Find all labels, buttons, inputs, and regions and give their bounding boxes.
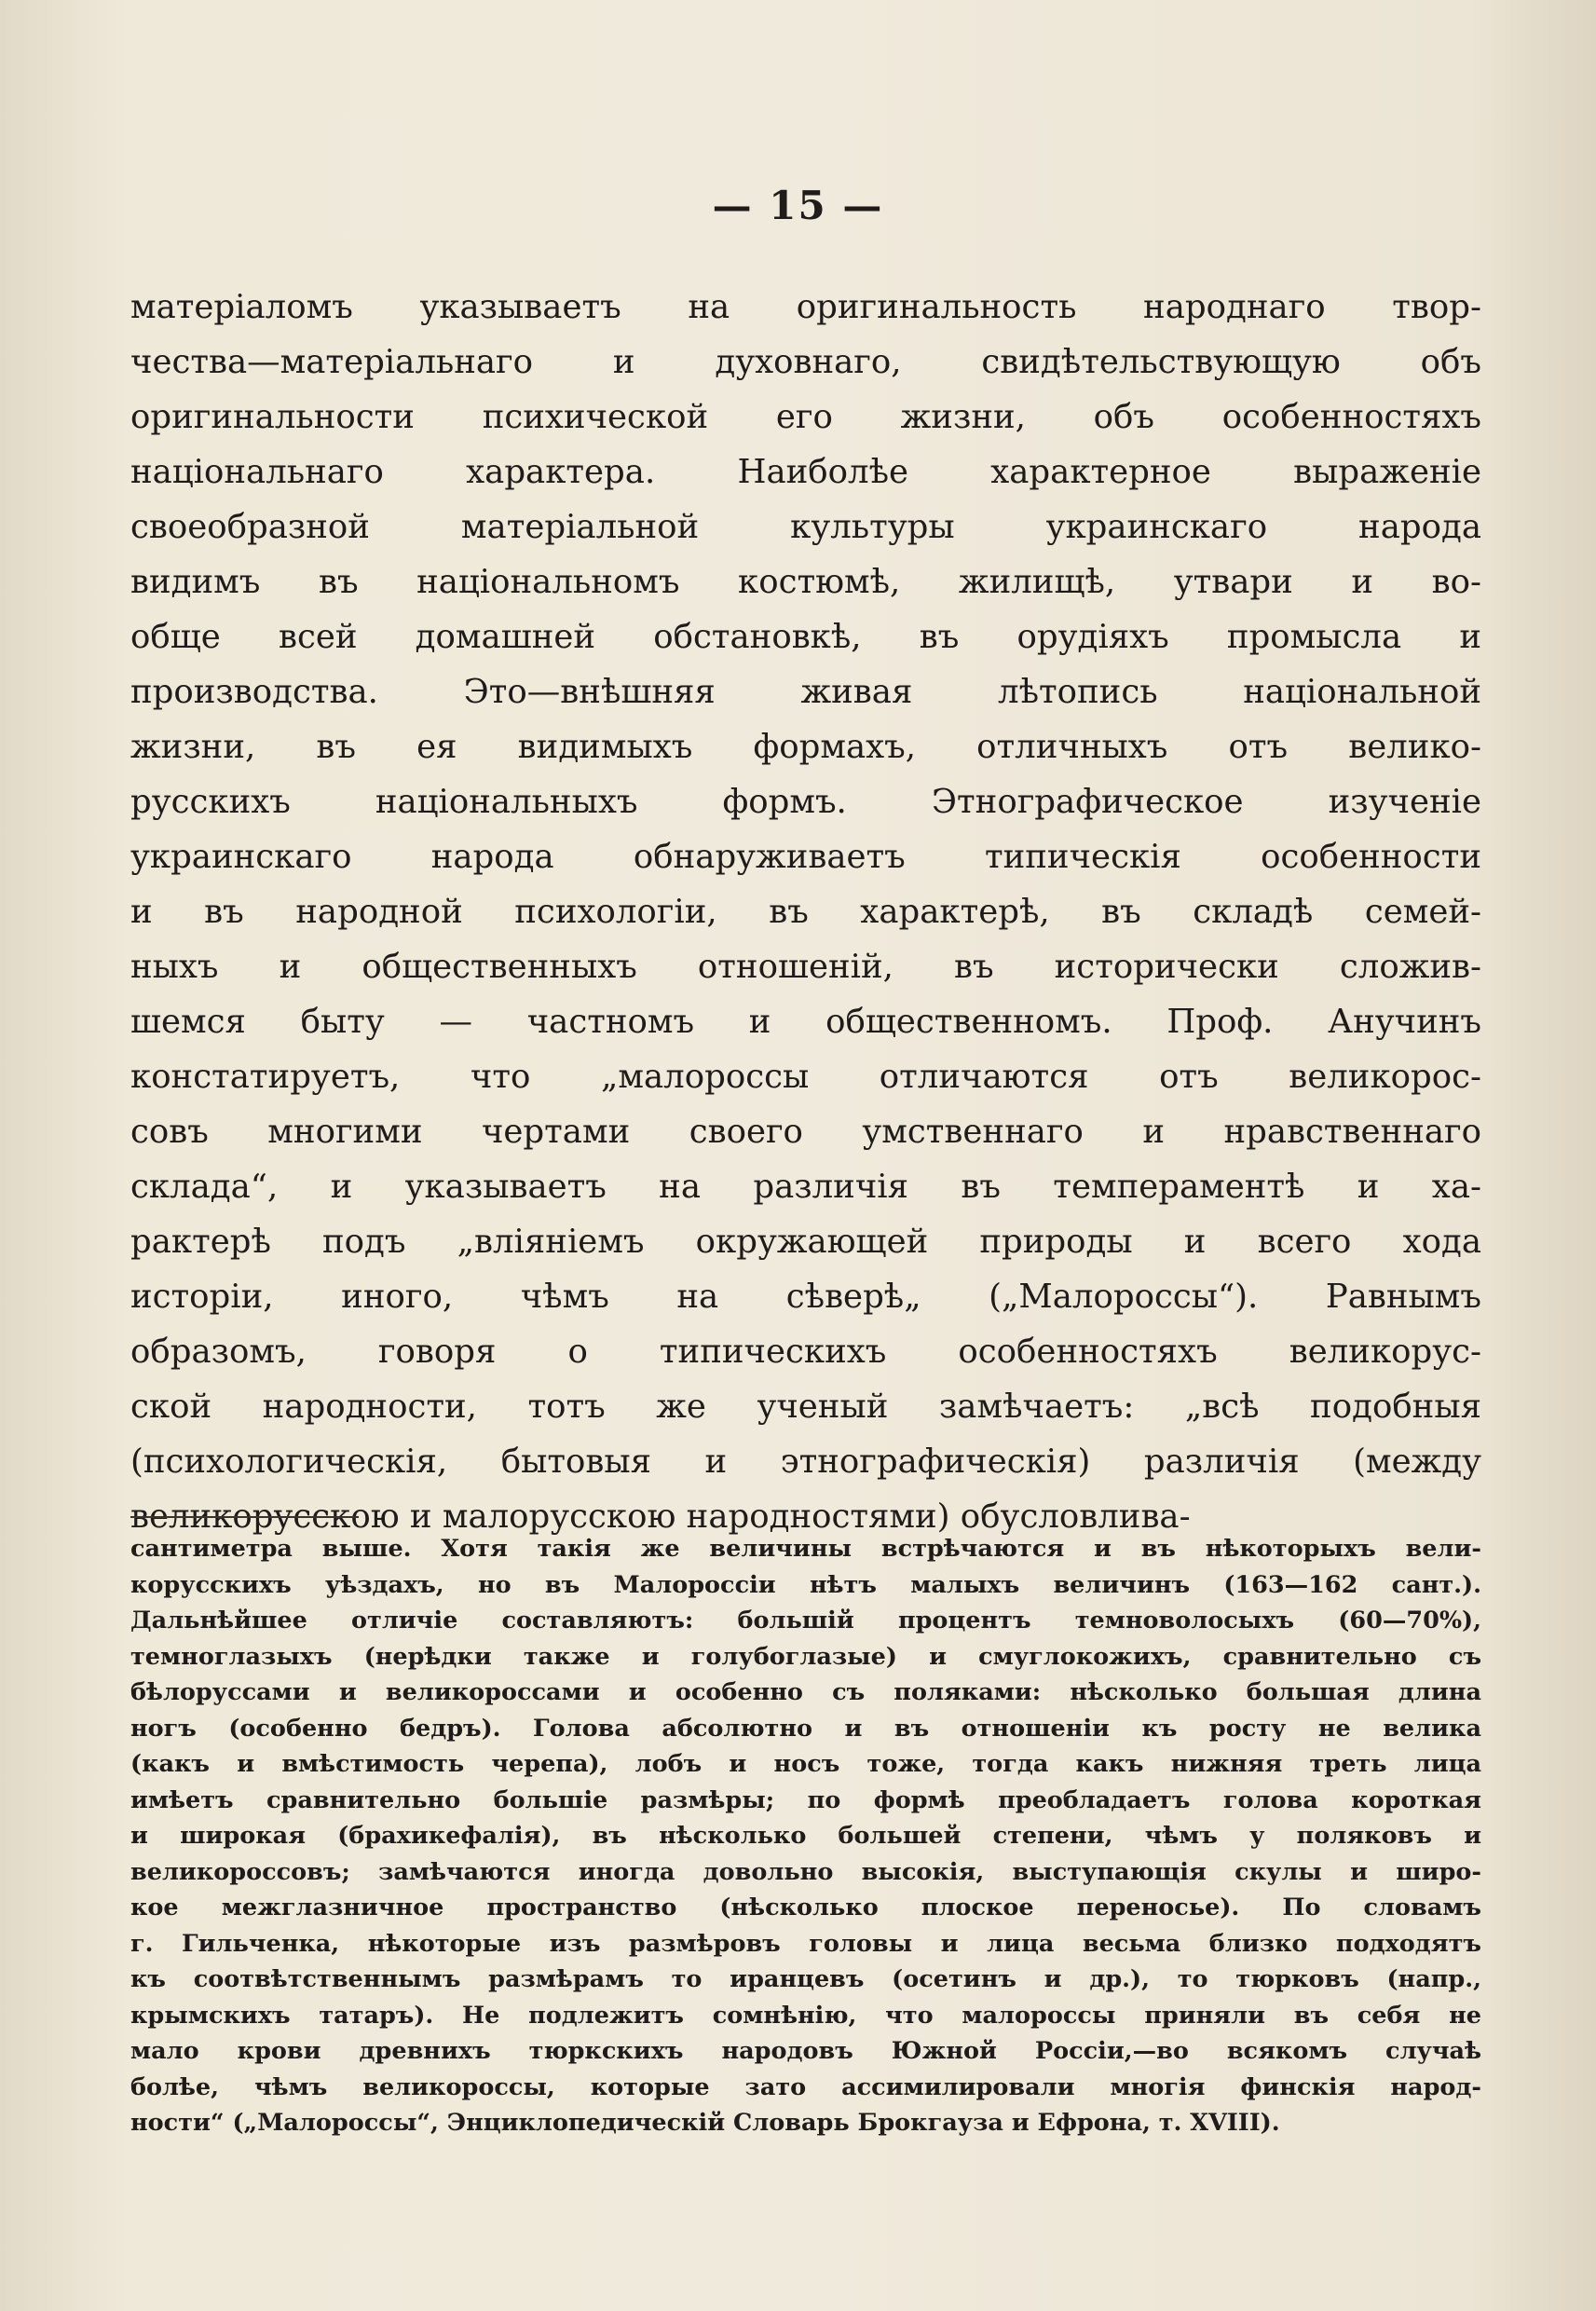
footnote-line: болѣе, чѣмъ великороссы, которые зато ассимилировали многія финскія народ- [130,2072,1481,2101]
footnote-line: ности“ („Малороссы“, Энциклопедическій Словарь Брокгауза и Ефрона, т. XVIII). [130,2109,1280,2137]
text-line: матеріаломъ указываетъ на оригинальность народнаго твор- [130,288,1481,326]
text-line: жизни, въ ея видимыхъ формахъ, отличныхъ отъ велико- [130,728,1481,766]
text-line: національнаго характера. Наиболѣе характерное выраженіе [130,453,1481,491]
footnote-line: Дальнѣйшее отличіе составляютъ: большій процентъ темноволосыхъ (60—70%), [130,1607,1481,1634]
text-line: склада“, и указываетъ на различія въ темпераментѣ и ха- [130,1168,1481,1206]
footnote-line: кое межглазничное пространство (нѣсколько плоское переносье). По словамъ [130,1894,1481,1921]
footnote-line: темноглазыхъ (нерѣдки также и голубоглазые) и смуглокожихъ, сравнительно съ [130,1642,1481,1671]
footnote-line: корусскихъ уѣздахъ, но въ Малороссіи нѣтъ малыхъ величинъ (163—162 сант.). [130,1570,1481,1599]
footnote-line: г. Гильченка, нѣкоторые изъ размѣровъ головы и лица весьма близко подходятъ [130,1929,1481,1958]
footnote-separator [130,1516,359,1518]
footnote-line: къ соотвѣтственнымъ размѣрамъ то иранцевъ (осетинъ и др.), то тюрковъ (напр., [130,1965,1481,1993]
text-line: и въ народной психологіи, въ характерѣ, въ складѣ семей- [130,893,1481,931]
footnote-line: ногъ (особенно бедръ). Голова абсолютно и въ отношеніи къ росту не велика [130,1714,1481,1743]
main-text [130,280,1481,1544]
text-line: ныхъ и общественныхъ отношеній, въ исторически сложив- [130,948,1481,986]
footnote [130,1531,1481,2141]
footnote-line: бѣлоруссами и великороссами и особенно съ поляками: нѣсколько большая длина [130,1678,1481,1706]
footnote-line: великороссовъ; замѣчаются иногда довольно высокія, выступающія скулы и широ- [130,1857,1481,1886]
text-line: исторіи, иного, чѣмъ на сѣверѣ„ („Малороссы“). Равнымъ [130,1278,1481,1316]
text-line: украинскаго народа обнаруживаетъ типическія особенности [130,838,1481,876]
text-line: оригинальности психической его жизни, объ особенностяхъ [130,398,1481,436]
footnote-line: и широкая (брахикефалія), въ нѣсколько большей степени, чѣмъ у поляковъ и [130,1822,1481,1850]
page-number: — 15 — [712,183,884,228]
text-line: образомъ, говоря о типическихъ особенностяхъ великорус- [130,1333,1481,1371]
text-line: обще всей домашней обстановкѣ, въ орудіяхъ промысла и [130,618,1481,656]
text-line: производства. Это—внѣшняя живая лѣтопись національной [130,673,1481,711]
text-line: чества—матеріальнаго и духовнаго, свидѣтельствующую объ [130,343,1481,381]
text-line: (психологическія, бытовыя и этнографическія) различія (между [130,1443,1481,1481]
text-line: шемся быту — частномъ и общественномъ. Проф. Анучинъ [130,1003,1481,1041]
text-line: ской народности, тотъ же ученый замѣчаетъ: „всѣ подобныя [130,1388,1481,1426]
footnote-line: мало крови древнихъ тюркскихъ народовъ Южной Россіи,—во всякомъ случаѣ [130,2037,1481,2065]
footnote-line: (какъ и вмѣстимость черепа), лобъ и носъ тоже, тогда какъ нижняя треть лица [130,1750,1481,1778]
footnote-line: крымскихъ татаръ). Не подлежитъ сомнѣнію, что малороссы приняли въ себя не [130,2001,1481,2030]
text-line: совъ многими чертами своего умственнаго и нравственнаго [130,1113,1481,1151]
text-line: великорусскою и малорусскою народностями) обусловлива- [130,1497,1191,1536]
text-line: своеобразной матеріальной культуры украинскаго народа [130,508,1481,546]
text-line: видимъ въ національномъ костюмѣ, жилищѣ, утвари и во- [130,563,1481,601]
footnote-line: имѣетъ сравнительно большіе размѣры; по формѣ преобладаетъ голова короткая [130,1785,1481,1814]
text-line: русскихъ національныхъ формъ. Этнографическое изученіе [130,783,1481,821]
text-line: констатируетъ, что „малороссы отличаются отъ великорос- [130,1058,1481,1096]
footnote-line: сантиметра выше. Хотя такія же величины встрѣчаются и въ нѣкоторыхъ вели- [130,1535,1481,1563]
text-line: рактерѣ подъ „вліяніемъ окружающей природы и всего хода [130,1223,1481,1261]
